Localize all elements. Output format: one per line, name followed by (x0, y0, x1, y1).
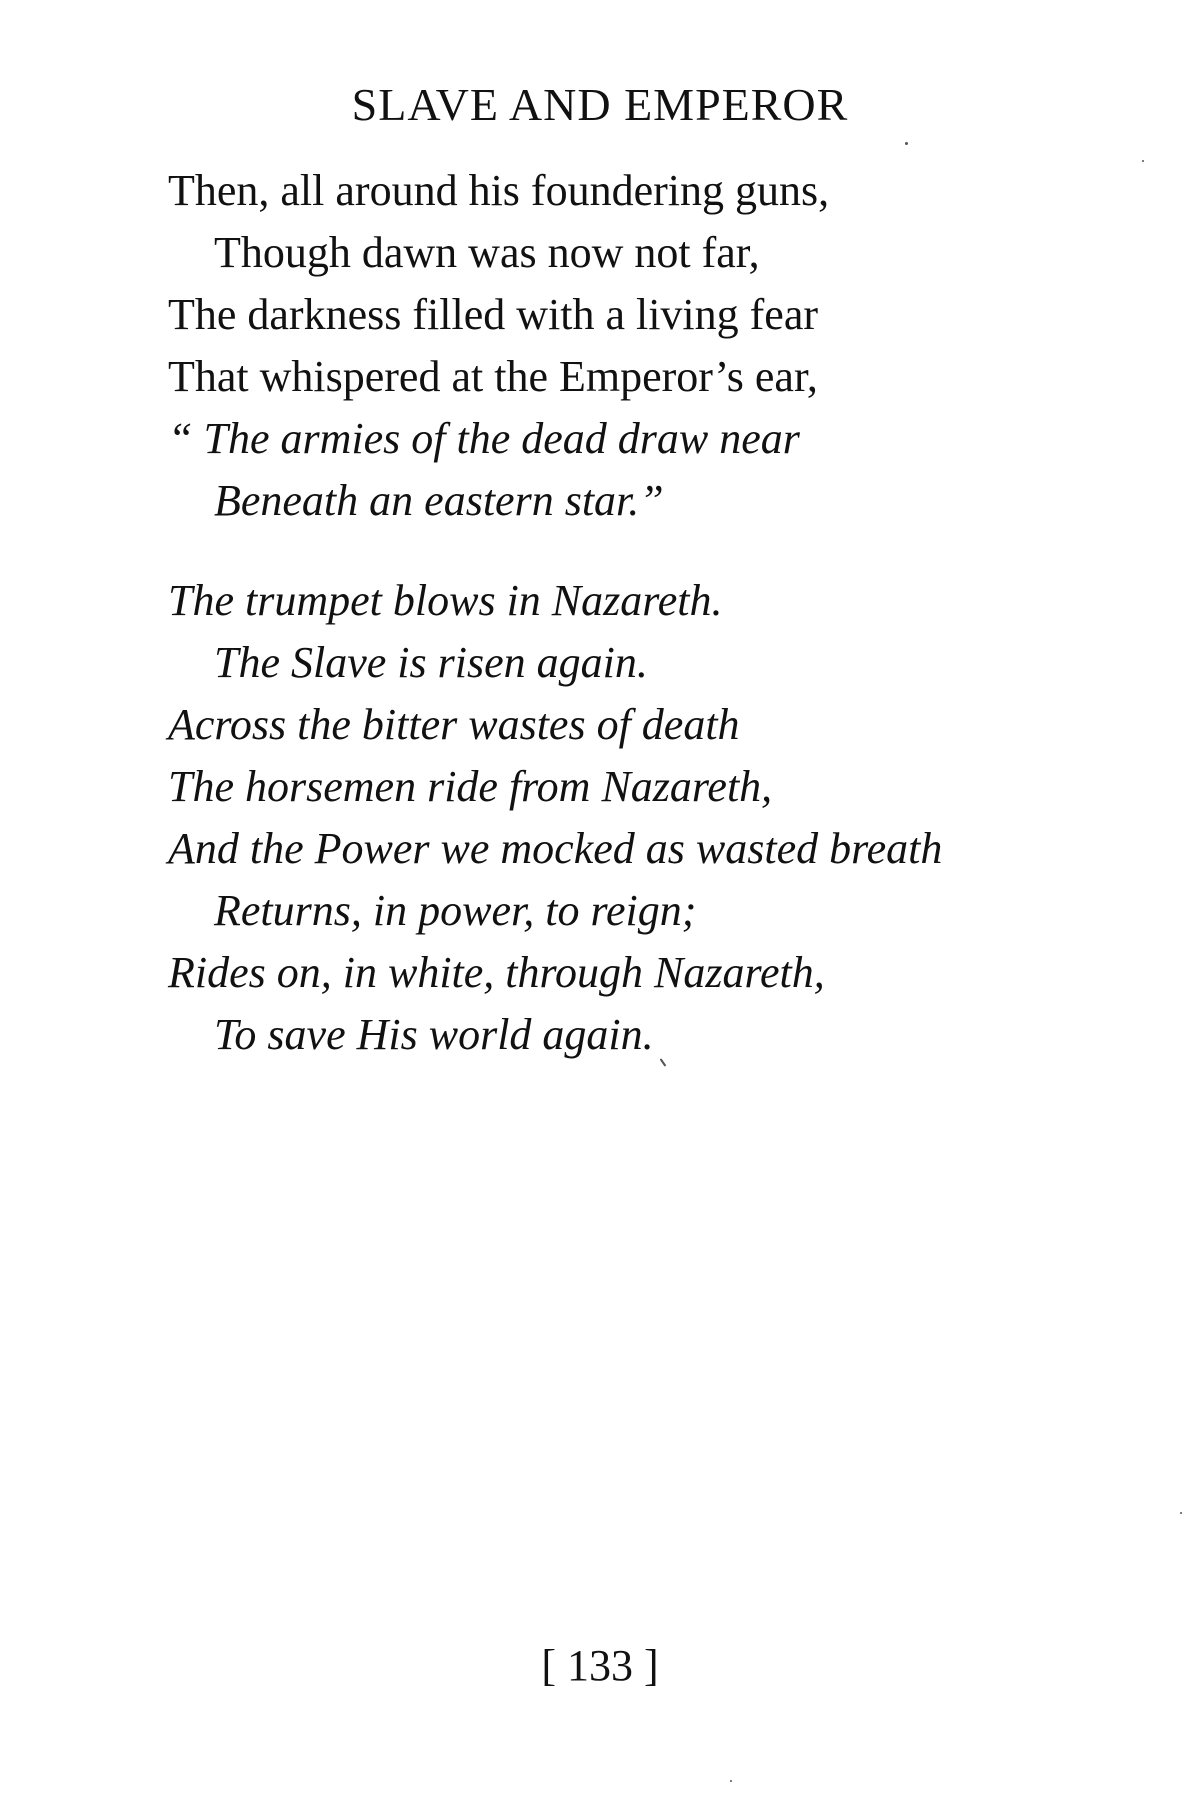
running-head-title: SLAVE AND EMPEROR (351, 79, 849, 130)
poem-line: To save His world again. (214, 1010, 654, 1059)
poem-line: The darkness filled with a living fear (168, 290, 819, 339)
poem-line: The trumpet blows in Nazareth. (168, 576, 723, 625)
poem-line: Though dawn was now not far, (214, 228, 760, 277)
stanza-break (168, 532, 942, 570)
poem-line: The Slave is risen again. (214, 638, 648, 687)
paper-speck (1142, 160, 1144, 162)
stanza-1 (168, 160, 942, 532)
paper-speck (730, 1780, 732, 1782)
paper-speck (905, 142, 908, 145)
page-number: [ 133 ] (541, 1641, 659, 1690)
paper-speck (1180, 1512, 1182, 1514)
poem-line: The horsemen ride from Nazareth, (168, 762, 773, 811)
poem-line: And the Power we mocked as wasted breath (168, 824, 943, 873)
poem-line: Across the bitter wastes of death (168, 700, 740, 749)
poem-line: Beneath an eastern star.” (214, 476, 664, 525)
poem-line: Rides on, in white, through Nazareth, (168, 948, 825, 997)
poem-body (168, 160, 942, 1066)
poem-line: “ The armies of the dead draw near (168, 414, 800, 463)
poem-line: That whispered at the Emperor’s ear, (168, 352, 818, 401)
poem-line: Then, all around his foundering guns, (168, 166, 830, 215)
poem-line: Returns, in power, to reign; (214, 886, 697, 935)
stanza-2 (168, 570, 942, 1066)
